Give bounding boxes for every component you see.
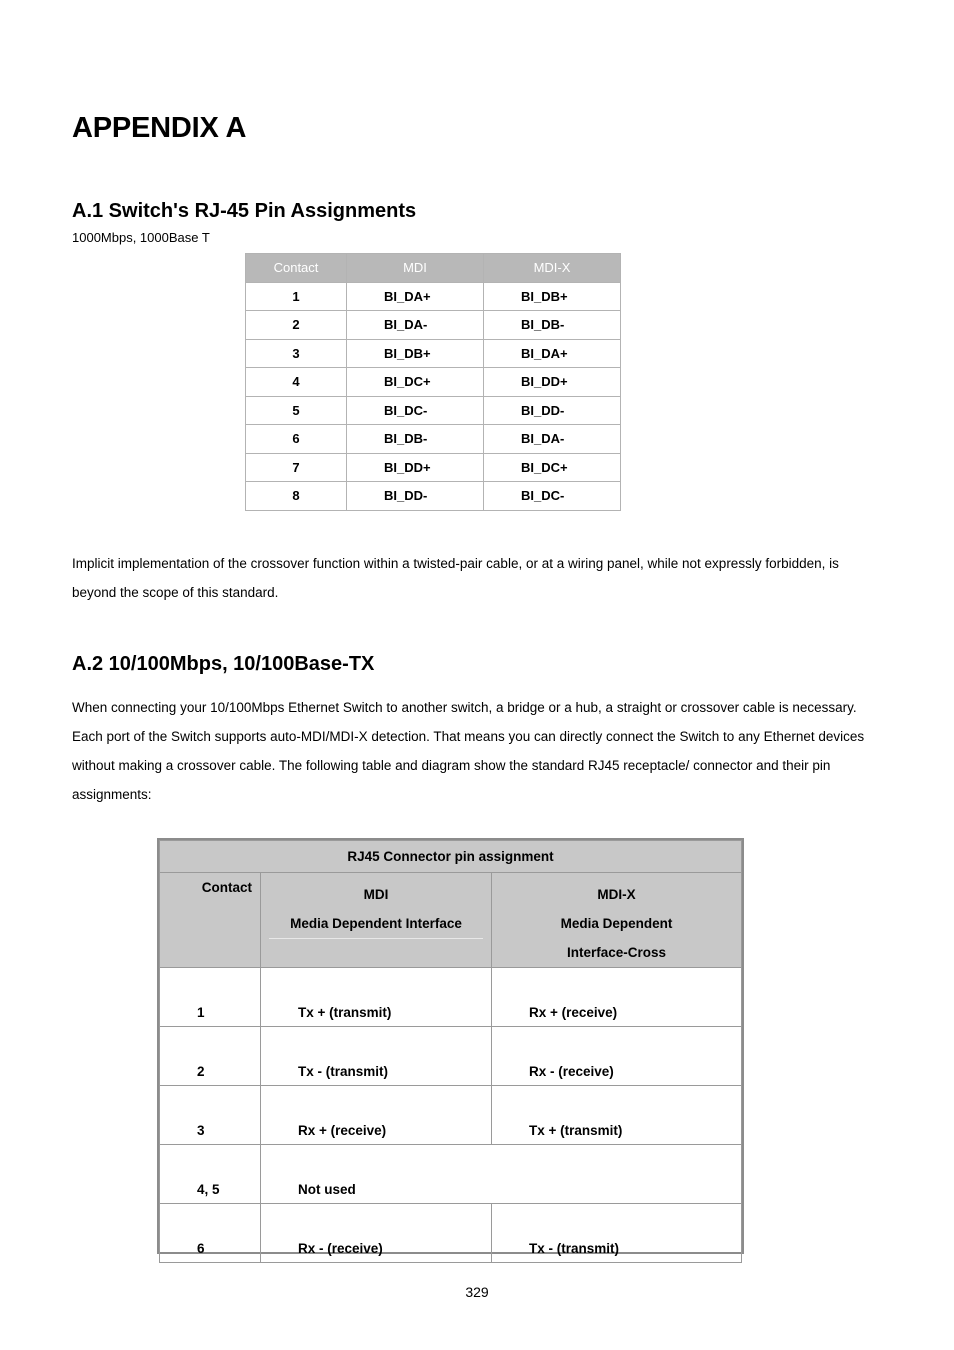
table-row <box>246 453 621 482</box>
section2-paragraph: When connecting your 10/100Mbps Ethernet Switch to another switch, a bridge or a hub, a straight or crossover cable is necessary. Each port of the Switch supports auto-MDI/MDI-X detection. That means you can directly connect the Switch to any Ethernet devices without making a crossover cable. The following table and diagram show the standard RJ45 receptacle/ connector and their pin assignments: <box>72 700 865 802</box>
cell-mdix: BI_DD+ <box>484 368 621 397</box>
table-row <box>246 282 621 311</box>
header-mdi-sub: Media Dependent Interface <box>290 916 462 931</box>
cell-contact: 4, 5 <box>160 1145 261 1204</box>
header-mdix <box>492 873 742 968</box>
cell-mdix: Tx + (transmit) <box>492 1086 742 1145</box>
cell-mdi: Rx - (receive) <box>261 1204 492 1263</box>
cell-contact: 6 <box>246 425 347 454</box>
appendix-title: APPENDIX A <box>72 112 247 144</box>
table-title: RJ45 Connector pin assignment <box>160 841 742 873</box>
cell-mdix: BI_DD- <box>484 396 621 425</box>
cell-mdi: BI_DB+ <box>347 339 484 368</box>
rj45-table-frame <box>157 838 744 1254</box>
header-mdix-sub2: Interface-Cross <box>566 945 667 960</box>
header-mdi-label: MDI <box>363 887 389 902</box>
crossover-note: Implicit implementation of the crossover function within a twisted-pair cable, or at a wiring panel, while not expressly forbidden, is beyond the scope of this standard. <box>72 556 839 600</box>
header-contact <box>160 873 261 968</box>
header-mdi <box>261 873 492 968</box>
page-number: 329 <box>465 1284 489 1300</box>
cell-mdi: Not used <box>261 1145 742 1204</box>
cell-mdix: BI_DA+ <box>484 339 621 368</box>
header-mdix-sub1: Media Dependent <box>560 916 673 931</box>
cell-contact: 6 <box>160 1204 261 1263</box>
header-contact-label: Contact <box>201 880 252 895</box>
section1-heading: A.1 Switch's RJ-45 Pin Assignments <box>72 200 417 222</box>
cell-contact: 5 <box>246 396 347 425</box>
table-row <box>160 1086 742 1145</box>
table-row <box>160 1145 742 1204</box>
cell-mdix: BI_DB+ <box>484 282 621 311</box>
table-row <box>160 968 742 1027</box>
table-header-row <box>246 254 621 283</box>
table-row <box>246 339 621 368</box>
header-mdi-block <box>269 880 483 939</box>
cell-mdi: Rx + (receive) <box>261 1086 492 1145</box>
table-row <box>246 482 621 511</box>
cell-mdix: Rx + (receive) <box>492 968 742 1027</box>
cell-mdi: Tx - (transmit) <box>261 1027 492 1086</box>
cell-mdi: BI_DD+ <box>347 453 484 482</box>
cell-contact: 8 <box>246 482 347 511</box>
cell-mdi: BI_DC+ <box>347 368 484 397</box>
cell-contact: 1 <box>246 282 347 311</box>
table-row <box>246 311 621 340</box>
cell-mdix: Tx - (transmit) <box>492 1204 742 1263</box>
section1-subheading: 1000Mbps, 1000Base T <box>72 230 210 245</box>
cell-mdix: BI_DC+ <box>484 453 621 482</box>
cell-contact: 7 <box>246 453 347 482</box>
table-title-row <box>160 841 742 873</box>
table-row <box>160 1027 742 1086</box>
header-mdix-label: MDI-X <box>597 887 636 902</box>
cell-contact: 3 <box>160 1086 261 1145</box>
cell-mdix: BI_DA- <box>484 425 621 454</box>
header-contact: Contact <box>246 254 347 283</box>
gigabit-pin-table <box>245 253 621 511</box>
table-header-row <box>160 873 742 968</box>
table-row <box>246 396 621 425</box>
rj45-pin-table <box>159 840 742 1263</box>
cell-mdix: BI_DB- <box>484 311 621 340</box>
cell-mdi: BI_DB- <box>347 425 484 454</box>
cell-contact: 2 <box>246 311 347 340</box>
header-mdi: MDI <box>347 254 484 283</box>
table-row <box>246 425 621 454</box>
cell-contact: 4 <box>246 368 347 397</box>
cell-mdi: BI_DD- <box>347 482 484 511</box>
cell-mdi: BI_DA- <box>347 311 484 340</box>
header-mdix: MDI-X <box>484 254 621 283</box>
cell-contact: 3 <box>246 339 347 368</box>
cell-mdix: Rx - (receive) <box>492 1027 742 1086</box>
cell-mdix: BI_DC- <box>484 482 621 511</box>
table-row <box>160 1204 742 1263</box>
table-row <box>246 368 621 397</box>
cell-contact: 2 <box>160 1027 261 1086</box>
cell-contact: 1 <box>160 968 261 1027</box>
section2-heading: A.2 10/100Mbps, 10/100Base-TX <box>72 653 375 675</box>
cell-mdi: Tx + (transmit) <box>261 968 492 1027</box>
cell-mdi: BI_DC- <box>347 396 484 425</box>
cell-mdi: BI_DA+ <box>347 282 484 311</box>
